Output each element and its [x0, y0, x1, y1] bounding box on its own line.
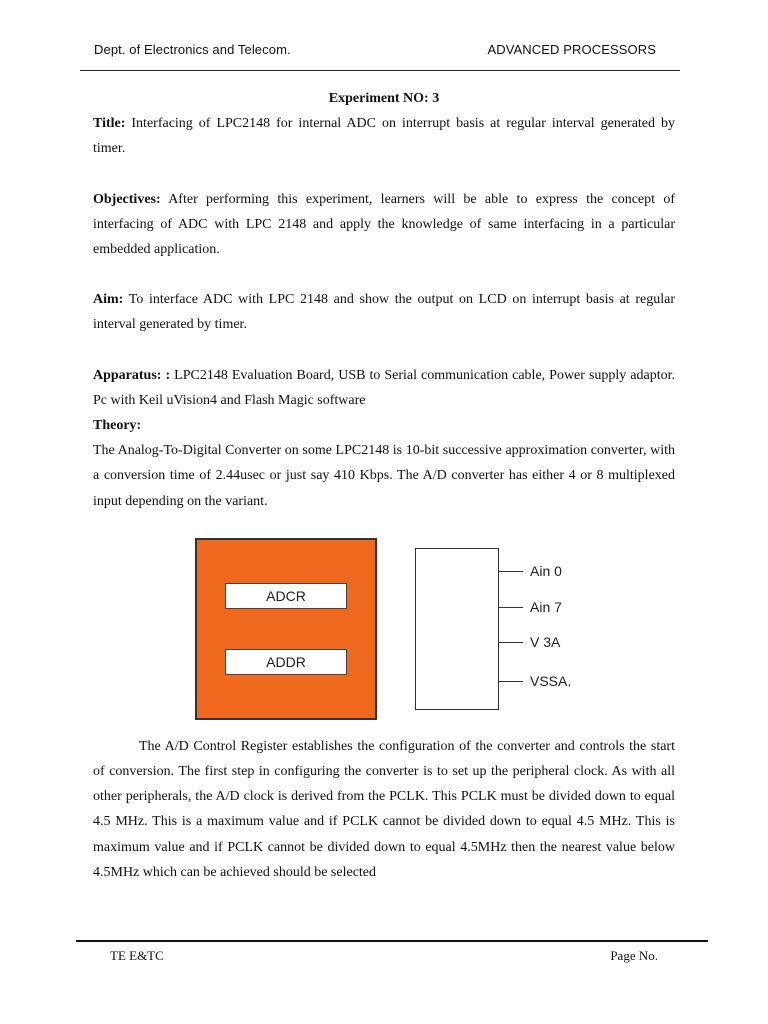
- theory-label: Theory:: [93, 418, 142, 434]
- aim-paragraph: [93, 287, 675, 337]
- title-text: Interfacing of LPC2148 for internal ADC on interrupt basis at regular interval generated by timer.: [93, 116, 675, 157]
- theory-heading: [93, 413, 675, 438]
- pin-line-ain7: [499, 607, 523, 608]
- pin-label-v3a: V 3A: [530, 633, 561, 650]
- header-department: Dept. of Electronics and Telecom.: [94, 42, 291, 57]
- adc-block-diagram: [93, 538, 675, 734]
- aim-label: Aim:: [93, 292, 124, 308]
- header-rule: [80, 70, 680, 71]
- experiment-heading: Experiment NO: 3: [328, 91, 440, 106]
- theory-paragraph: The Analog-To-Digital Converter on some LPC2148 is 10-bit successive approximation converter, with a conversion time of 2.44usec or just say 410 Kbps. The A/D converter has either 4 or 8 multiplexed input depending on the variant.: [93, 443, 675, 509]
- control-register-paragraph: The A/D Control Register establishes the configuration of the converter and controls the start of conversion. The first step in configuring the converter is to set up the peripheral clock. As with all other peripherals, the A/D clock is derived from the PCLK. This PCLK must be divided down to equal 4.5 MHz. This is a maximum value and if PCLK cannot be divided down to equal 4.5 MHz. This is maximum value and if PCLK cannot be divided down to equal 4.5MHz then the nearest value below 4.5MHz which can be achieved should be selected: [93, 738, 675, 880]
- adc-register-block: [195, 538, 377, 720]
- aim-text: To interface ADC with LPC 2148 and show the output on LCD on interrupt basis at regular interval generated by timer.: [93, 292, 675, 333]
- apparatus-label: Apparatus: :: [93, 367, 171, 383]
- adc-pin-block: [415, 548, 499, 710]
- pin-line-ain0: [499, 571, 523, 572]
- pin-line-vssa: [499, 681, 523, 682]
- title-paragraph: [93, 111, 675, 161]
- apparatus-paragraph: [93, 363, 675, 413]
- header-subject: ADVANCED PROCESSORS: [487, 42, 656, 57]
- pin-label-vssa: VSSA.: [530, 672, 572, 689]
- addr-register: ADDR: [225, 649, 347, 675]
- objectives-label: Objectives:: [93, 191, 161, 207]
- pin-label-ain7: Ain 7: [530, 598, 562, 615]
- objectives-text: After performing this experiment, learners will be able to express the concept of interfacing of ADC with LPC 2148 and apply the knowledge of same interfacing in a particular embedded application.: [93, 191, 675, 258]
- footer-rule: [76, 940, 708, 942]
- adcr-register: ADCR: [225, 583, 347, 609]
- pin-line-v3a: [499, 642, 523, 643]
- apparatus-text: LPC2148 Evaluation Board, USB to Serial communication cable, Power supply adaptor. Pc with Keil uVision4 and Flash Magic software: [93, 367, 675, 408]
- footer-course: TE E&TC: [110, 948, 164, 963]
- footer-page-number: Page No.: [610, 948, 658, 963]
- page-content: [93, 86, 675, 885]
- objectives-paragraph: [93, 187, 675, 263]
- title-label: Title:: [93, 116, 126, 132]
- pin-label-ain0: Ain 0: [530, 562, 562, 579]
